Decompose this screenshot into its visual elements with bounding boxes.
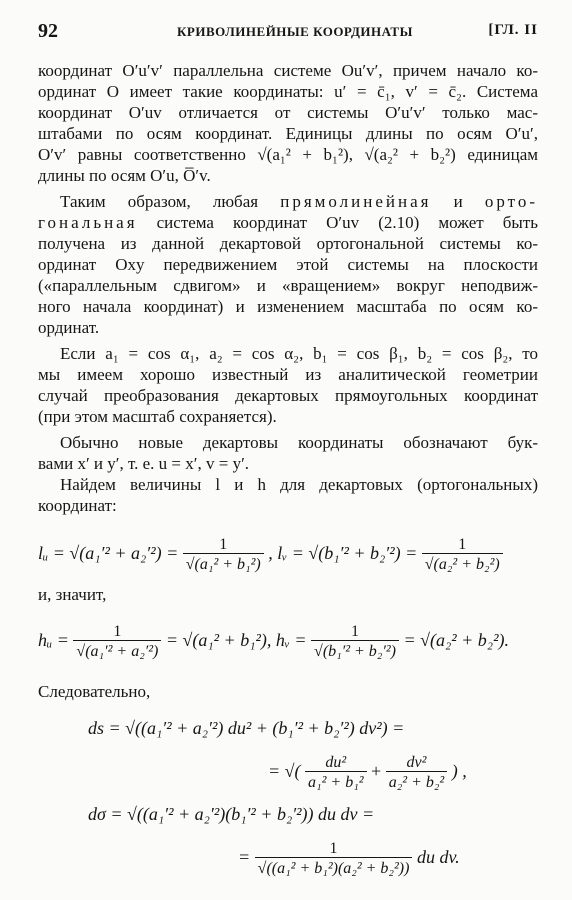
paragraph-5 [38,474,538,516]
text-line [38,191,538,212]
text-line: O′v′ равны соответственно √(a₁² + b₁²), √(a₂² + b₂²) единицам [38,145,538,164]
equation-part: lᵤ = √(a₁′² + a₂′²) = [38,543,179,563]
chapter-label: [ГЛ. II [488,22,538,38]
text-line: («параллельным сдвигом» и «вращением» вокруг неподвиж- [38,276,538,295]
equation-part: du dv. [416,847,460,867]
text-line: (при этом масштаб сохраняется). [38,407,277,426]
equation-part: = √(a₂² + b₂²). [403,630,509,650]
denominator: √(a₂² + b₂²) [422,553,503,574]
text-line: координат: [38,496,117,515]
spaced-word: орто- [484,192,538,211]
equation-part: , lᵥ = √(b₁′² + b₂′²) = [268,543,418,563]
equation-part: hᵤ = [38,630,69,650]
fraction [73,623,161,661]
text-line: мы имеем хорошо известный из аналитической геометрии [38,365,538,384]
equation-ds-continued [38,748,538,794]
equation-part: = √( [268,761,301,781]
fraction [305,754,367,792]
paragraph-1 [38,60,538,186]
equation-part: = [238,847,251,867]
text-line: вами x′ и y′, т. е. u = x′, v = y′. [38,454,250,473]
numerator: 1 [329,839,338,857]
text-line: координат O′uv отличается от системы O′u′v′ только мас- [38,103,538,122]
page-number: 92 [38,20,58,42]
fraction [386,754,448,792]
numerator: 1 [351,622,359,640]
page-body [38,60,538,880]
text-line: случай преобразования декартовых прямоугольных координат [38,386,538,405]
running-title: КРИВОЛИНЕЙНЫЕ КООРДИНАТЫ [177,24,413,39]
equation-h [38,609,538,671]
page-header [38,20,538,46]
equation-part: + [371,761,382,781]
equation-part: ) , [451,761,467,781]
denominator: a₂² + b₂² [386,771,448,792]
denominator: √((a₁² + b₁²)(a₂² + b₂²)) [255,857,413,878]
equation-ds: ds = √((a₁′² + a₂′²) du² + (b₁′² + b₂′²) dv²) = [88,718,405,738]
text-line [38,212,538,233]
denominator: √(b₁′² + b₂′²) [311,640,399,661]
text-run: Таким образом, любая [60,192,259,211]
fraction [422,536,503,574]
text-line: Следовательно, [38,682,151,701]
fraction [255,840,413,878]
text-line: Обычно новые декартовы координаты обозначают бук- [60,433,538,452]
text-line: Если a₁ = cos α₁, a₂ = cos α₂, b₁ = cos β₁, b₂ = cos β₂, то [60,344,538,363]
spaced-word: гональная [38,213,138,232]
text-line: ординат. [38,318,100,337]
numerator: 1 [458,535,467,553]
equation-dsigma: dσ = √((a₁′² + a₂′²)(b₁′² + b₂′²)) du dv = [88,804,375,824]
text-run: и [453,192,463,211]
text-line: координат O′u′v′ параллельна системе Ou′v′, причем начало ко- [38,61,538,80]
fraction [311,623,399,661]
text-run: система координат O′uv (2.10) может быть [156,213,538,232]
numerator: dv² [406,753,427,771]
text-line: штабами по осям координат. Единицы длины по осям O′u′, [38,124,538,143]
denominator: √(a₁² + b₁²) [183,553,264,574]
denominator: a₁² + b₁² [305,771,367,792]
denominator: √(a₁′² + a₂′²) [73,640,161,661]
text-line: ординат O имеет такие координаты: u′ = c̄₁, v′ = c̄₂. Система [38,82,538,101]
equation-part: = √(a₁² + b₁²), hᵥ = [165,630,307,650]
text-line: ординат Oxy передвижением этой системы на плоскости [38,255,538,274]
text-line: получена из данной декартовой ортогональной системы ко- [38,234,538,253]
paragraph-3 [38,343,538,427]
text-line: и, значит, [38,585,107,604]
numerator: 1 [113,622,122,640]
text-line: ного начала координат) и изменением масштаба по осям ко- [38,297,538,316]
numerator: 1 [219,535,228,553]
text-line: длины по осям O′u, O̅′v. [38,166,211,185]
text-line: Найдем величины l и h для декартовых (ортогональных) [60,475,538,494]
numerator: du² [325,753,347,771]
spaced-word: прямолинейная [280,192,432,211]
paragraph-2 [38,191,538,338]
paragraph-4 [38,432,538,474]
fraction [183,536,264,574]
equation-dsigma-continued [38,834,538,880]
equation-l [38,522,538,584]
